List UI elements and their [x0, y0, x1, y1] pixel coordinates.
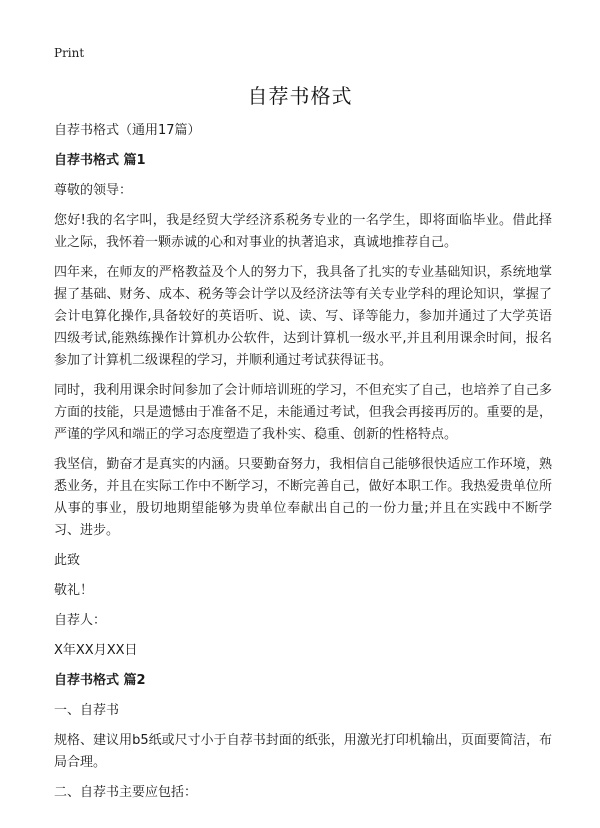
- paragraph: 您好!我的名字叫，我是经贸大学经济系税务专业的一名学生，即将面临毕业。借此择业之际，我怀着一颗赤诚的心和对事业的执著追求，真诚地推荐自己。: [54, 213, 552, 250]
- section-heading-1: 自荐书格式 篇1: [54, 153, 146, 168]
- paragraph: 同时，我利用课余时间参加了会计师培训班的学习，不但充实了自己，也培养了自己多方面的技能，只是遗憾由于准备不足，未能通过考试，但我会再接再厉的。重要的是，严谨的学风和端正的学习态度塑造了我朴实、稳重、创新的性格特点。: [54, 383, 552, 442]
- document-body: [54, 120, 552, 812]
- section-heading-2: 自荐书格式 篇2: [54, 673, 146, 688]
- print-label[interactable]: Print: [54, 46, 85, 60]
- document-subtitle: 自荐书格式（通用17篇）: [54, 123, 201, 138]
- list-item: 二、自荐书主要应包括：: [54, 785, 198, 800]
- date-line: X年XX月XX日: [54, 643, 138, 658]
- closing-line: 敬礼！: [54, 583, 94, 598]
- greeting: 尊敬的领导：: [54, 183, 133, 198]
- paragraph: 四年来，在师友的严格教益及个人的努力下，我具备了扎实的专业基础知识，系统地掌握了基础、财务、成本、税务等会计学以及经济法等有关专业学科的理论知识，掌握了会计电算化操作,具备较好的英语听、说、读、写、译等能力，参加并通过了大学英语四级考试,能熟练操作计算机办公软件，达到计算机一级水平,并且利用课余时间，报名参加了计算机二级课程的学习，并顺利通过考试获得证书。: [54, 265, 552, 368]
- list-item: 一、自荐书: [54, 703, 120, 718]
- paragraph: 规格、建议用b5纸或尺寸小于自荐书封面的纸张，用激光打印机输出，页面要简洁，布局合理。: [54, 733, 552, 770]
- paragraph: 我坚信，勤奋才是真实的内涵。只要勤奋努力，我相信自己能够很快适应工作环境，熟悉业务，并且在实际工作中不断学习，不断完善自己，做好本职工作。我热爱贵单位所从事的事业，殷切地期望能够为贵单位奉献出自己的一份力量;并且在实践中不断学习、进步。: [54, 457, 552, 538]
- signer-line: 自荐人：: [54, 613, 107, 628]
- page-title: 自荐书格式: [247, 84, 353, 108]
- closing-line: 此致: [54, 553, 81, 568]
